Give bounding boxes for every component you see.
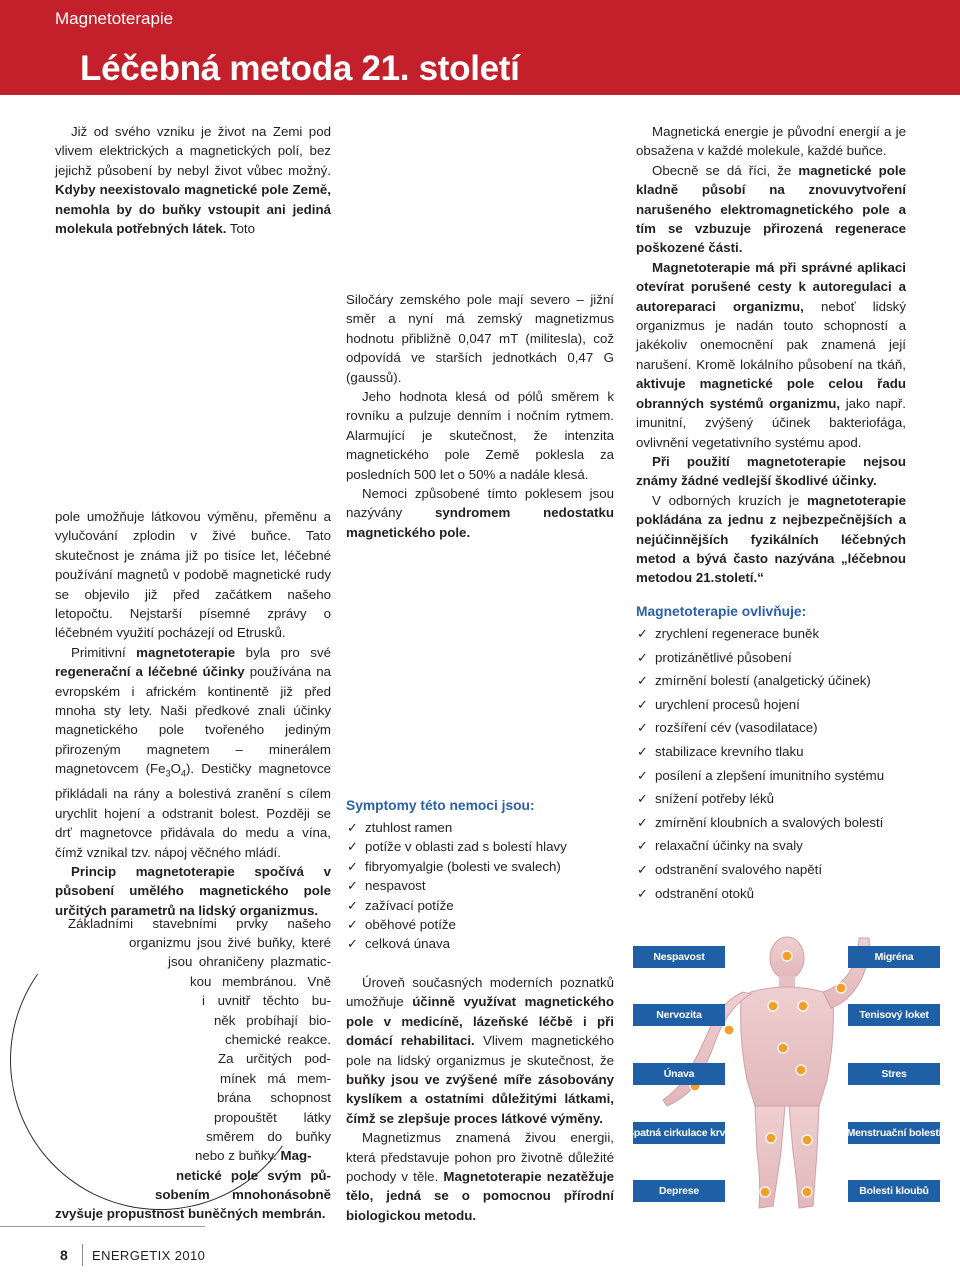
bold-span: regenerační a léčebné účinky [55, 664, 245, 680]
checkmark-icon: ✓ [347, 936, 358, 952]
list-item-text: zmírnění bolestí (analgetický účinek) [655, 673, 871, 689]
section-label: Magnetoterapie [55, 9, 174, 28]
checkmark-icon: ✓ [637, 649, 648, 665]
bold-span: Magnetoterapie nezatěžuje tělo, jedná se o pomocnou přírodní biologickou metodu. [346, 1169, 614, 1223]
text-span: Toto [226, 221, 256, 237]
list-item [636, 693, 936, 717]
list-item [636, 764, 936, 788]
stepped-line: Základními stavebními prvky našeho [68, 916, 331, 931]
text-span: Vlivem magnetického pole na lidský organizmus je skutečnost, že [346, 1033, 614, 1068]
text-span: nebo z buňky. [195, 1148, 277, 1163]
list-item [346, 857, 616, 876]
list-item-text: fibryomyalgie (bolesti ve svalech) [365, 858, 561, 874]
intro-paragraph [55, 122, 331, 238]
stepped-line: mínek má mem- [220, 1071, 331, 1086]
list-item-text: nespavost [365, 878, 426, 894]
list-item [636, 740, 936, 764]
header-band [0, 0, 960, 95]
text-span: Již od svého vzniku je život na Zemi pod vlivem elektrických a magnetických polí, bez jejichž působení by nebyl život vůbec možný. [55, 124, 331, 178]
text-span: jako např. imunitní, zvýšený účinek bakteriofága, ovlivnění vegetativního systému apod. [636, 395, 907, 450]
label-stress: Stres [848, 1063, 940, 1085]
list-item [346, 896, 616, 915]
checkmark-icon: ✓ [637, 814, 648, 830]
label-joint-pain: Bolesti kloubů [848, 1180, 940, 1202]
list-item [346, 876, 616, 895]
label-fatigue: Únava [633, 1063, 725, 1085]
checkmark-icon: ✓ [637, 885, 648, 901]
footer-rule [0, 1226, 205, 1227]
ache-point [766, 1133, 776, 1143]
paragraph [346, 484, 614, 542]
list-item [636, 669, 936, 693]
text-span: Obecně se dá říci, že [652, 162, 799, 178]
stepped-line: Za určitých pod- [218, 1051, 331, 1066]
list-item [636, 646, 936, 670]
stepped-line: něk probíhají bio- [214, 1013, 331, 1028]
list-item [346, 818, 616, 837]
text-span: V odborných kruzích je [652, 492, 807, 508]
list-item [346, 934, 616, 953]
list-item-text: protizánětlivé působení [655, 649, 792, 665]
text-span: Úroveň současných moderních poznatků umožňuje [346, 975, 614, 1010]
bold-span: magnetoterapie [136, 644, 236, 660]
bold-span: aktivuje magnetické pole celou řadu obranných systémů organizmu, [636, 376, 906, 411]
list-item-text: snížení potřeby léků [655, 791, 775, 807]
paragraph [636, 491, 906, 588]
bold-paragraph [636, 452, 906, 491]
text-span: byla pro své [235, 644, 331, 660]
subscript: 3 [165, 768, 171, 779]
text-span: ). Destičky magnetovce přikládali na rány a bolestivá zranění s cílem urychlit hojení a odstranit bolest. Později se drť magnetovce přidávala do medu a vína, čímž vznikal tzv. nápoj věčného mládí. [55, 761, 331, 860]
list-item-text: posílení a zlepšení imunitního systému [655, 767, 885, 783]
label-menstrual-pain: Menstruační bolesti [848, 1122, 940, 1144]
bold-span: magnetické pole kladně působí na znovuvytvoření narušeného elektromagnetického pole a tím se vzbuzuje přirozená regenerace poškozené části. [636, 162, 906, 256]
list-item [636, 716, 936, 740]
checkmark-icon: ✓ [637, 767, 648, 783]
stepped-line: brána schopnost [217, 1090, 331, 1105]
bold-span: Kdyby neexistovalo magnetické pole Země, nemohla by do buňky vstoupit ani jediná molekula potřebných látek. [55, 182, 331, 237]
ache-point [836, 983, 846, 993]
ache-point [760, 1187, 770, 1197]
ache-point [724, 1025, 734, 1035]
paragraph: Siločáry zemského pole mají severo – jižní směr a nyní má zemský magnetizmus hodnotu přibližně 0,047 mT (militesla), což odpovídá ve starších jednotkách 0,47 G (gaussů). [346, 292, 614, 385]
list-item-text: odstranění otoků [655, 885, 755, 901]
list-item-text: stabilizace krevního tlaku [655, 743, 804, 759]
list-item [636, 811, 936, 835]
list-item-text: urychlení procesů hojení [655, 696, 800, 712]
checkmark-icon: ✓ [637, 861, 648, 877]
stepped-line: i uvnitř těchto bu- [202, 993, 331, 1008]
magazine-name: ENERGETIX 2010 [92, 1248, 206, 1263]
label-tennis-elbow: Tenisový loket [848, 1004, 940, 1026]
text-span: Magnetizmus znamená živou energii, která představuje pohon pro životně důležité pochody v těle. [346, 1130, 614, 1185]
ache-point [778, 1043, 788, 1053]
bold-span: Mag- [276, 1148, 312, 1163]
checkmark-icon: ✓ [347, 839, 358, 855]
label-depression: Deprese [633, 1180, 725, 1202]
label-migraine: Migréna [848, 946, 940, 968]
paragraph [636, 161, 906, 258]
checkmark-icon: ✓ [347, 878, 358, 894]
stepped-line: propouštět látky [214, 1110, 331, 1125]
bold-span: Princip magnetoterapie spočívá v působení umělého magnetického pole určitých parametrů na lidský organizmus. [55, 863, 331, 918]
footer-divider [82, 1244, 83, 1266]
col-b-bottom [346, 973, 614, 1225]
ache-point [796, 1065, 806, 1075]
checkmark-icon: ✓ [347, 897, 358, 913]
col-a-main [55, 507, 331, 920]
paragraph: Magnetická energie je původní energií a je obsažena v každé molekule, každé buňce. [636, 124, 906, 159]
effects-heading: Magnetoterapie ovlivňuje: [636, 604, 807, 619]
stepped-line: sobením mnohonásobně [155, 1187, 331, 1202]
list-item-text: relaxační účinky na svaly [655, 838, 803, 854]
checkmark-icon: ✓ [347, 858, 358, 874]
list-item [636, 622, 936, 646]
list-item-text: celková únava [365, 936, 451, 952]
subscript: 4 [180, 768, 186, 779]
page-title: Léčebná metoda 21. století [80, 49, 520, 88]
stepped-line: netické pole svým pů- [176, 1168, 331, 1183]
ache-point [782, 951, 792, 961]
stepped-line [195, 1146, 331, 1165]
checkmark-icon: ✓ [637, 838, 648, 854]
list-item [636, 858, 936, 882]
body-neck [779, 976, 795, 988]
bold-span: buňky jsou ve zvýšené míře zásobovány kyslíkem a ostatními důležitými látkami, čímž se zlepšuje proces látkové výměny. [346, 1072, 614, 1126]
list-item [636, 787, 936, 811]
list-item [346, 837, 616, 856]
checkmark-icon: ✓ [347, 916, 358, 932]
bold-span: Magnetoterapie má při správné aplikaci otevírat porušené cesty k autoregulaci a autoreparaci organizmu, [636, 259, 906, 314]
paragraph [636, 258, 906, 452]
label-insomnia: Nespavost [633, 946, 725, 968]
col-a-intro [55, 122, 331, 238]
paragraph [346, 973, 614, 1128]
page-number: 8 [60, 1247, 68, 1263]
paragraph: Jeho hodnota klesá od pólů směrem k rovníku a pulzuje denním i nočním rytmem. Alarmující je skutečnost, že intenzita magnetického pole Země poklesla za posledních 500 let o 50% a nadále klesá. [346, 389, 614, 482]
list-item [636, 882, 936, 906]
list-item-text: rozšíření cév (vasodilatace) [655, 720, 818, 736]
stepped-line: zvyšuje propustnost buněčných membrán. [55, 1206, 326, 1221]
text-span: Primitivní [71, 644, 137, 660]
col-c-main [636, 122, 906, 588]
list-item-text: zrychlení regenerace buněk [655, 626, 820, 641]
checkmark-icon: ✓ [347, 820, 358, 835]
text-span: používána na evropském i africkém kontinentě již před mnoha sty lety. Naši předkové znali účinky magnetického pole tvořeného jediným přirozeným magnetem – minerálem magnetovcem (Fe [55, 664, 331, 777]
text-span: Nemoci způsobené tímto poklesem jsou nazývány [346, 486, 614, 521]
effects-list [636, 622, 936, 905]
stepped-line: organizmu jsou živé buňky, které [129, 935, 331, 950]
bold-span: syndromem nedostatku magnetického pole. [346, 505, 614, 540]
checkmark-icon: ✓ [637, 673, 648, 689]
list-item-text: oběhové potíže [365, 916, 456, 932]
label-poor-circulation: Špatná cirkulace krve [633, 1122, 725, 1144]
paragraph [55, 643, 331, 862]
list-item-text: potíže v oblasti zad s bolestí hlavy [365, 839, 567, 855]
checkmark-icon: ✓ [637, 626, 648, 641]
ache-point [798, 1001, 808, 1011]
list-item-text: odstranění svalového napětí [655, 861, 823, 877]
list-item [346, 915, 616, 934]
checkmark-icon: ✓ [637, 696, 648, 712]
list-item-text: zmírnění kloubních a svalových bolestí [655, 814, 884, 830]
stepped-line: kou membránou. Vně [190, 974, 331, 989]
human-body-figure [623, 930, 950, 1220]
bold-span: Při použití magnetoterapie nejsou známy žádné vedlejší škodlivé účinky. [636, 453, 906, 489]
checkmark-icon: ✓ [637, 743, 648, 759]
text-span: neboť lidský organizmus je nadán touto schopností a jakékoliv onemocnění pak znamená její narušení. Kromě lokálního působení na tkáň, [636, 298, 906, 372]
label-nervousness: Nervozita [633, 1004, 725, 1026]
bold-span: magnetoterapie pokládána za jednu z nejbezpečnějších a nejúčinnějších fyzikálních léčebných metod a bývá často nazývána „léčebnou metodou 21.století.“ [636, 492, 906, 586]
ache-point [768, 1001, 778, 1011]
ache-point [802, 1187, 812, 1197]
stepped-line: chemické reakce. [225, 1032, 331, 1047]
stepped-line: jsou ohraničeny plazmatic- [168, 954, 331, 969]
paragraph [346, 1128, 614, 1225]
ache-point [802, 1135, 812, 1145]
checkmark-icon: ✓ [637, 791, 648, 807]
paragraph: pole umožňuje látkovou výměnu, přeměnu a vylučování zplodin v živé buňce. Tato skutečnost je známa již po tisíce let, léčebné používání magnetů v podobě magnetické rudy se objevilo již před začátkem našeho letopočtu. Nejstarší písemné zprávy o léčebném využití pocházejí od Etrusků. [55, 509, 331, 641]
symptoms-heading: Symptomy této nemoci jsou: [346, 798, 535, 813]
col-b-main [346, 290, 614, 542]
list-item-text: zažívací potíže [365, 897, 454, 913]
list-item [636, 834, 936, 858]
stepped-line: směrem do buňky [206, 1129, 331, 1144]
list-item-text: ztuhlost ramen [365, 820, 453, 835]
bold-paragraph [55, 862, 331, 920]
bold-span: účinně využívat magnetického pole v medicíně, lázeňské léčbě i při domácí rehabilitaci. [346, 994, 614, 1049]
text-span: O [170, 761, 181, 777]
symptoms-list [346, 818, 616, 954]
checkmark-icon: ✓ [637, 720, 648, 736]
